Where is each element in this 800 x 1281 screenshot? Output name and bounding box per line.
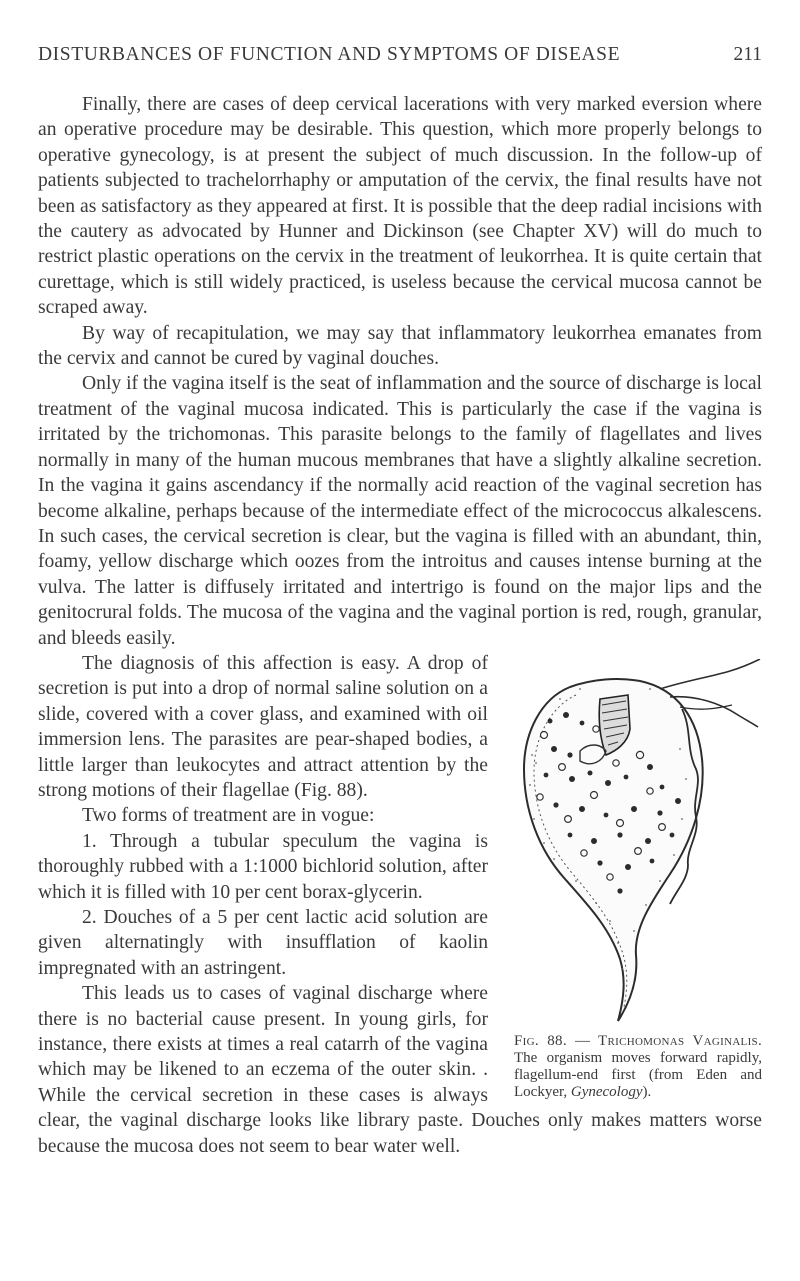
paragraph-lacerations: Finally, there are cases of deep cervical lacerations with very marked eversion where an operative procedure may be desirable. This question, which more properly belongs to operative gynecology, is at present the subject of much discussion. In the follow-up of patients subjected to trachelorrhaphy or amputation of the cervix, the final results have not been as satisfactory as they appeared at first. It is possible that the deep radial incisions with the cautery as advocated by Hunner and Dickinson (see Chapter XV) will do much to restrict plastic operations on the cervix in the treatment of leukorrhea. It is quite certain that curettage, which is still widely practiced, is useless because the cervical mucosa cannot be scraped away. <box>38 94 762 319</box>
figure-caption-closing: ). <box>642 1083 652 1100</box>
page-number: 211 <box>733 44 762 65</box>
paragraph-diagnosis: The diagnosis of this affection is easy. A drop of secretion is put into a drop of normal saline solution on a slide, covered with a cover glass, and examined with oil immersion lens. The parasites are pear-shaped bodies, a little larger than leukocytes and attract attention by the strong motions of their flagellae (Fig. 88). <box>38 652 488 801</box>
figure-source: Gynecology <box>570 1083 643 1100</box>
paragraph-vaginal-inflammation <box>38 371 762 650</box>
running-head: DISTURBANCES OF FUNCTION AND SYMPTOMS OF DISEASE <box>38 44 621 65</box>
paragraph-recapitulation: By way of recapitulation, we may say that inflammatory leukorrhea emanates from the cervix and cannot be cured by vaginal douches. <box>38 322 762 370</box>
figure-description: The organism moves forward rapidly, flagellum-end first (from Eden and Lockyer, <box>514 1049 762 1100</box>
flagellum-3 <box>680 705 732 709</box>
paragraph-treatment-2: 2. Douches of a 5 per cent lactic acid solution are given alternatingly with insufflation of kaolin impregnated with an astringent. <box>38 907 488 979</box>
page-header <box>38 44 762 76</box>
paragraph-nonbacterial: This leads us to cases of vaginal discharge where there is no bacterial cause present. In young girls, for instance, there exists at times a real catarrh of the vagina which may be likened to an eczema of the outer skin. . While the cervical secretion in these cases is always clear, the vaginal discharge looks like library paste. Douches only makes matters worse because the mucosa does not seem to bear water well. <box>38 983 762 1157</box>
figure-label: Fig. 88. <box>514 1032 567 1049</box>
trichomonas-illustration <box>510 659 762 1029</box>
paragraph-vaginal-inflammation-text: Only if the vagina itself is the seat of inflammation and the source of discharge is local treatment of the vaginal mucosa indicated. This is particularly the case if the vagina is irritated by the trichomonas. This parasite belongs to the family of flagellates and lives normally in many of the human mucous membranes that have a slightly alkaline secretion. In the vagina it gains ascendancy if the normally acid reaction of the vaginal secretion has become alkaline, perhaps because of the intermediate effect of the micrococcus alkalescens. In such cases, the cervical secretion is clear, but the vagina is filled with an abundant, thin, foamy, yellow discharge which oozes from the introitus and causes intense burning at the vulva. The latter is diffusely irritated and intertrigo is found on the major lips and the genitocrural folds. The mucosa of the vagina and the vaginal portion is red, rough, granular, and bleeds easily. <box>38 373 762 649</box>
figure-caption: Fig. 88. — Trichomonas Vaginalis. The organism moves forward rapidly, flagellum-end first (from Eden and Lockyer, Gynecology). <box>514 1032 763 1100</box>
figure-title: Trichomonas Vaginalis. <box>598 1032 763 1049</box>
figure-88 <box>510 659 762 1101</box>
paragraph-treatment-intro: Two forms of treatment are in vogue: <box>82 805 375 827</box>
body-text <box>38 92 762 1159</box>
flagellum-1 <box>660 659 760 689</box>
paragraph-treatment-1: 1. Through a tubular speculum the vagina is thoroughly rubbed with a 1:1000 bichlorid solution, after which it is filled with 10 per cent borax-glycerin. <box>38 830 488 903</box>
